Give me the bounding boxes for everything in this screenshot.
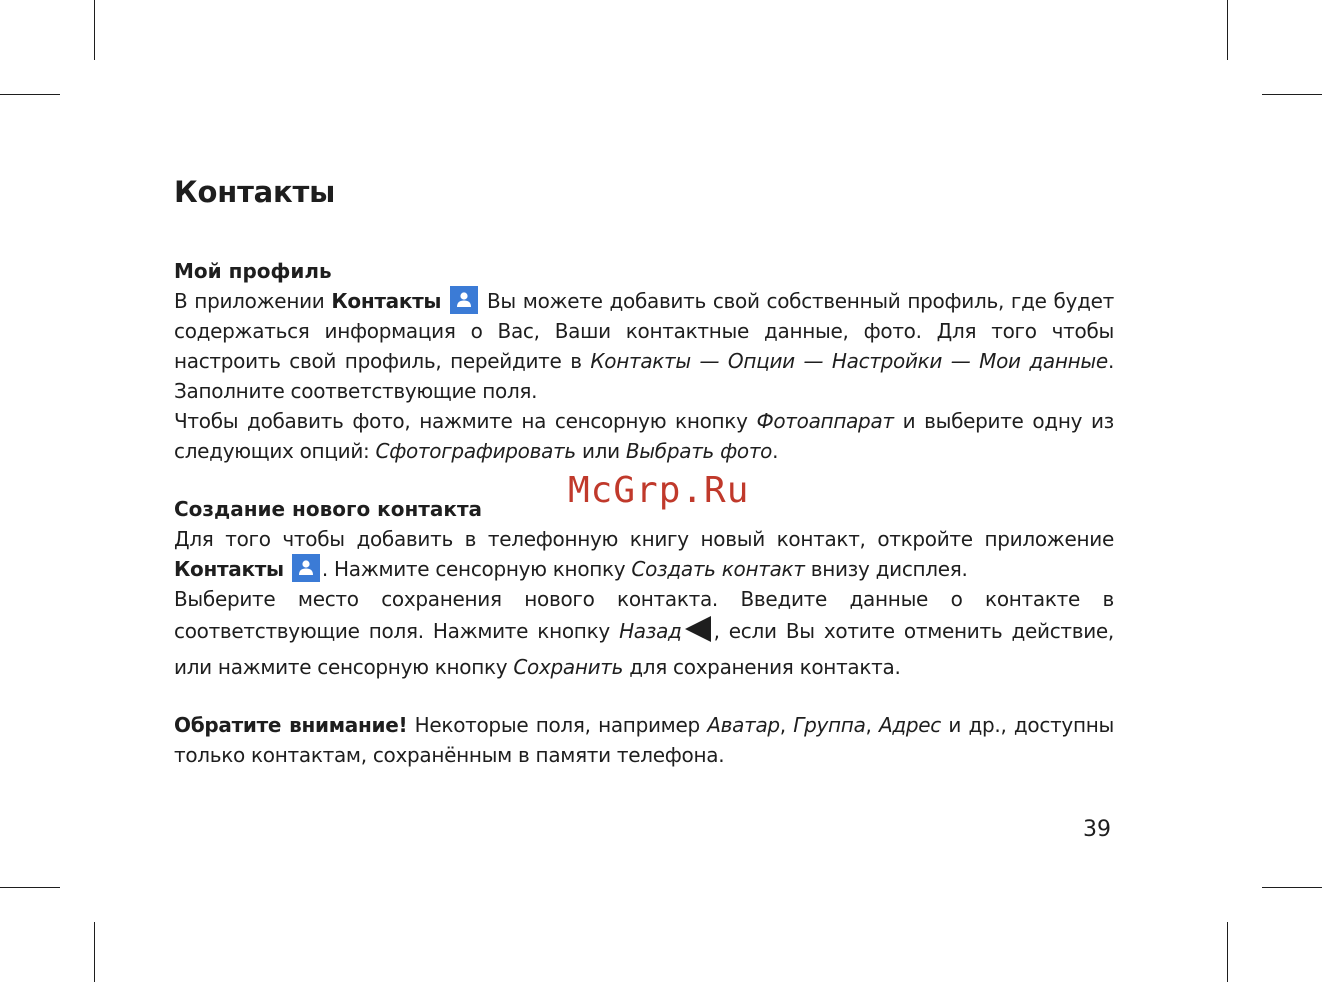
crop-mark <box>0 94 60 95</box>
back-triangle-icon <box>683 614 713 652</box>
section-heading-profile: Мой профиль <box>174 259 332 283</box>
new-contact-paragraph-1: Для того чтобы добавить в телефонную книгу новый контакт, откройте приложение Контакты . Нажмите сенсорную кнопку Создать контакт внизу дисплея. <box>174 527 1114 581</box>
section-heading-new-contact: Создание нового контакта <box>174 497 483 521</box>
crop-mark <box>94 0 95 60</box>
watermark: McGrp.Ru <box>568 470 750 511</box>
profile-paragraph-2: Чтобы добавить фото, нажмите на сенсорную кнопку Фотоаппарат и выберите одну из следующих опций: Сфотографировать или Выбрать фото. <box>174 409 1114 463</box>
page-title: Контакты <box>174 175 336 209</box>
profile-paragraph-1: В приложении Контакты Вы можете добавить свой собственный профиль, где будет содержаться информация о Вас, Ваши контактные данные, фото. Для того чтобы настроить свой профиль, перейдите в Контакты — Опции — Настройки — Мои данные. Заполните соответствующие поля. <box>174 286 1114 406</box>
contacts-app-icon <box>450 286 478 314</box>
page-content <box>174 168 1114 770</box>
crop-mark <box>1262 887 1322 888</box>
crop-mark <box>0 887 60 888</box>
contacts-app-icon <box>292 554 320 582</box>
note-paragraph: Обратите внимание! Некоторые поля, например Аватар, Группа, Адрес и др., доступны только контактам, сохранённым в памяти телефона. <box>174 713 1114 767</box>
crop-mark <box>1227 922 1228 982</box>
crop-mark <box>1262 94 1322 95</box>
page-number: 39 <box>1083 817 1111 842</box>
new-contact-paragraph-2: Выберите место сохранения нового контакта. Введите данные о контакте в соответствующие поля. Нажмите кнопку Назад , если Вы хотите отменить действие, или нажмите сенсорную кнопку Сохранить для сохранения контакта. <box>174 587 1114 679</box>
crop-mark <box>1227 0 1228 60</box>
crop-mark <box>94 922 95 982</box>
